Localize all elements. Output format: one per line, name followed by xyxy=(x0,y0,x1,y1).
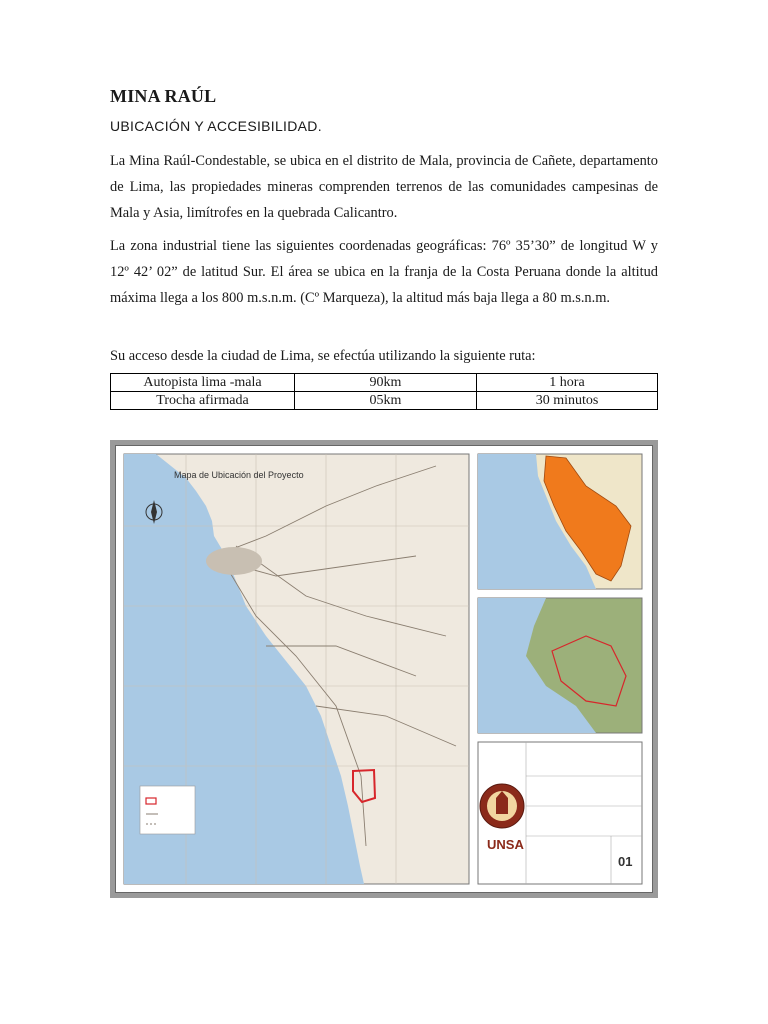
paragraph-coordinates: La zona industrial tiene las siguientes coordenadas geográficas: 76º 35’30” de longitud W y 12º 42’ 02” de latitud Sur. El área se ubica en la franja de la Costa Peruana donde la altitud máxima llega a los 800 m.s.n.m. (Cº Marqueza), la altitud más baja llega a 80 m.s.n.m. xyxy=(110,238,658,306)
location-map xyxy=(116,446,652,892)
map-title: Mapa de Ubicación del Proyecto xyxy=(174,470,304,480)
paragraph-access: Su acceso desde la ciudad de Lima, se efectúa utilizando la siguiente ruta: xyxy=(110,348,536,364)
table-cell: 30 minutos xyxy=(477,392,658,410)
route-table xyxy=(110,373,658,410)
table-cell: 05km xyxy=(295,392,477,410)
map-legend xyxy=(140,786,195,834)
table-row xyxy=(111,392,658,410)
section-heading: UBICACIÓN Y ACCESIBILIDAD. xyxy=(110,118,322,134)
table-cell: 90km xyxy=(295,374,477,392)
university-seal-icon xyxy=(480,784,524,828)
table-cell: Autopista lima -mala xyxy=(111,374,295,392)
location-map-figure xyxy=(110,440,658,898)
table-row xyxy=(111,374,658,392)
table-cell: Trocha afirmada xyxy=(111,392,295,410)
map-frame xyxy=(115,445,653,893)
institution-name: UNSA xyxy=(487,837,524,852)
table-cell: 1 hora xyxy=(477,374,658,392)
sheet-number: 01 xyxy=(618,854,633,869)
lima-urban-area xyxy=(206,547,262,575)
paragraph-location: La Mina Raúl-Condestable, se ubica en el distrito de Mala, provincia de Cañete, departamento de Lima, las propiedades mineras comprenden terrenos de las comunidades campesinas de Mala y Asia, limítrofes en la quebrada Calicantro. xyxy=(110,153,658,221)
document-title: MINA RAÚL xyxy=(110,86,217,106)
